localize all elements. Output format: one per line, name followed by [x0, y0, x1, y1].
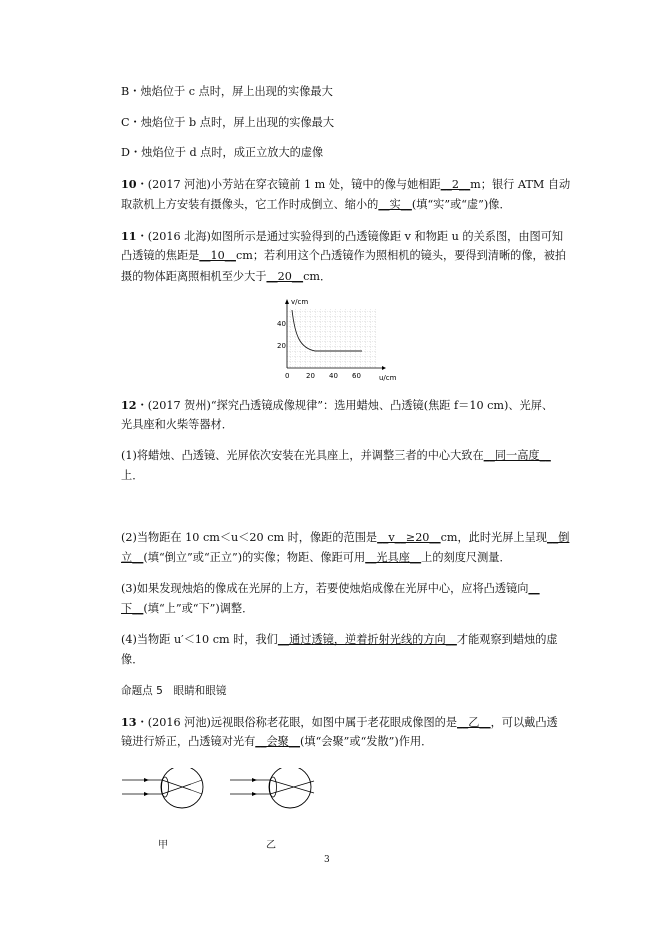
q12-sub1-line-2: 上．	[121, 469, 144, 482]
q12-answer-4: __光具座__	[365, 551, 422, 564]
q12-sub2-line-1: (2)当物距在 10 cm＜u＜20 cm 时，像距的范围是__v__≥20__cm，此时光屏上呈现__倒	[121, 531, 570, 544]
q12-number: 12	[121, 398, 137, 412]
q12-sub4-line-1: (4)当物距 u′＜10 cm 时，我们__通过透镜，逆着折射光线的方向__才能观察到蜡烛的虚	[121, 633, 558, 646]
q11-answer-1: __10__	[199, 249, 236, 262]
q13-number: 13	[121, 715, 137, 729]
q12-answer-3a: __倒	[547, 531, 570, 544]
graph-xlabel: u/cm	[379, 374, 397, 382]
section-heading: 命题点 5 眼睛和眼镜	[121, 685, 227, 697]
graph-xtick-0: 0	[285, 372, 290, 380]
q12-answer-5a: __	[528, 582, 540, 595]
q9-option-c: C・烛焰位于 b 点时，屏上出现的实像最大	[121, 116, 335, 129]
graph-xtick-40: 40	[329, 372, 338, 380]
q11-answer-2: __20__	[266, 270, 304, 283]
q11-number: 11	[121, 229, 137, 243]
q10-line-2: 取款机上方安装有摄像头，它工作时成倒立、缩小的__实__(填“实”或“虚”)像．	[121, 198, 511, 211]
q9-option-b: B・烛焰位于 c 点时，屏上出现的实像最大	[121, 85, 333, 98]
v-u-graph	[270, 296, 400, 386]
q10-answer-1: __2__	[440, 178, 471, 191]
graph-ytick-40: 40	[277, 320, 286, 328]
q12-sub1-line-1: (1)将蜡烛、凸透镜、光屏依次安装在光具座上，并调整三者的中心大致在__同一高度__	[121, 449, 551, 462]
q10-line-1: 10・(2017 河池)小芳站在穿衣镜前 1 m 处，镜中的像与她相距__2__m；银行 ATM 自动	[121, 177, 571, 191]
eye-a	[122, 768, 203, 808]
eye-b	[230, 768, 314, 808]
q13-line-2: 镜进行矫正，凸透镜对光有__会聚__(填“会聚”或“发散”)作用．	[121, 735, 433, 748]
graph-grid	[287, 308, 377, 368]
x-axis-arrow	[382, 366, 386, 370]
graph-ylabel: v/cm	[291, 298, 309, 306]
q12-answer-3b: 立__	[121, 551, 144, 564]
q13-line-1: 13・(2016 河池)远视眼俗称老花眼，如图中属于老花眼成像图的是__乙__，可以戴凸透	[121, 715, 558, 729]
graph-ytick-20: 20	[277, 342, 286, 350]
q10-number: 10	[121, 177, 137, 191]
graph-xtick-20: 20	[306, 372, 315, 380]
q13-answer-1: __乙__	[457, 716, 491, 729]
q12-sub3-line-1: (3)如果发现烛焰的像成在光屏的上方，若要使烛焰成像在光屏中心，应将凸透镜向__	[121, 582, 540, 595]
figure-label-a: 甲	[158, 840, 168, 851]
q12-sub4-line-2: 像．	[121, 653, 144, 666]
y-axis-arrow	[285, 299, 289, 304]
graph-xtick-60: 60	[352, 372, 361, 380]
q13-answer-2: __会聚__	[255, 735, 301, 748]
q11-line-2: 凸透镜的焦距是__10__cm；若利用这个凸透镜作为照相机的镜头，要得到清晰的像，被拍	[121, 249, 567, 262]
figure-label-b: 乙	[266, 840, 276, 851]
eye-diagram	[118, 768, 338, 830]
q12-answer-2: __v__≥20__	[377, 531, 441, 544]
q12-answer-5b: 下__	[121, 602, 144, 615]
page-number: 3	[324, 855, 330, 865]
q11-line-1: 11・(2016 北海)如图所示是通过实验得到的凸透镜像距 v 和物距 u 的关系图，由图可知	[121, 229, 564, 243]
q12-answer-6: __通过透镜，逆着折射光线的方向__	[277, 633, 457, 646]
q12-sub2-line-2: 立__(填“倒立”或“正立”)的实像；物距、像距可用__光具座__上的刻度尺测量．	[121, 551, 511, 564]
q10-answer-2: __实__	[378, 198, 412, 211]
q12-answer-1: __同一高度__	[483, 449, 551, 462]
q9-option-d: D・烛焰位于 d 点时，成正立放大的虚像	[121, 146, 324, 159]
q12-line-1: 12・(2017 贺州)“探究凸透镜成像规律”：选用蜡烛、凸透镜(焦距 f＝10 cm)、光屏、	[121, 398, 554, 412]
q12-sub3-line-2: 下__(填“上”或“下”)调整．	[121, 602, 254, 615]
q12-line-2: 光具座和火柴等器材．	[121, 418, 233, 431]
q11-line-3: 摄的物体距离照相机至少大于__20__cm．	[121, 270, 332, 283]
